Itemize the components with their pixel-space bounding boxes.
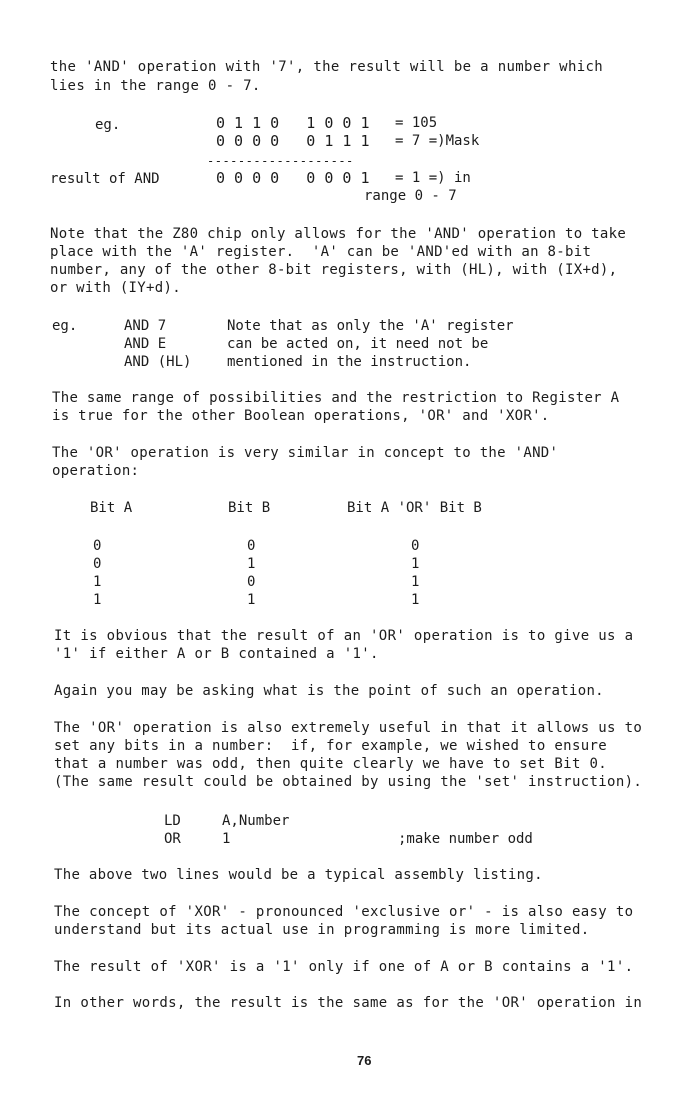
range-note: range 0 - 7 <box>364 188 457 204</box>
table-cell: 0 <box>93 538 102 554</box>
paragraph-line: The 'OR' operation is also extremely useful in that it allows us to <box>54 720 643 736</box>
table-cell: 0 <box>411 538 420 554</box>
table-header: Bit A 'OR' Bit B <box>347 500 482 516</box>
result-label: result of AND <box>50 171 160 187</box>
instruction-note: mentioned in the instruction. <box>227 354 472 370</box>
paragraph-line: The result of 'XOR' is a '1' only if one of A or B contains a '1'. <box>54 959 634 975</box>
page-number: 76 <box>357 1053 372 1068</box>
divider-line: ------------------- <box>207 154 354 168</box>
example-label: eg. <box>95 117 121 133</box>
paragraph-line: is true for the other Boolean operations, 'OR' and 'XOR'. <box>52 408 550 424</box>
binary-value: = 105 <box>395 115 438 131</box>
table-cell: 1 <box>411 592 420 608</box>
table-cell: 1 <box>247 592 256 608</box>
paragraph-line: '1' if either A or B contained a '1'. <box>54 646 379 662</box>
note-line: Note that the Z80 chip only allows for the 'AND' operation to take <box>50 226 627 242</box>
paragraph-line: Again you may be asking what is the point of such an operation. <box>54 683 604 699</box>
code-arg: 1 <box>222 831 231 847</box>
instruction-note: can be acted on, it need not be <box>227 336 489 352</box>
instruction: AND E <box>124 336 167 352</box>
binary-row: 0 1 1 0 1 0 0 1 <box>216 114 370 132</box>
note-line: number, any of the other 8-bit registers, with (HL), with (IX+d), <box>50 262 618 278</box>
binary-value: = 1 =) in <box>395 170 471 186</box>
paragraph-line: In other words, the result is the same as for the 'OR' operation in <box>54 995 643 1011</box>
binary-row: 0 0 0 0 0 1 1 1 <box>216 132 370 150</box>
paragraph-line: The above two lines would be a typical assembly listing. <box>54 867 543 883</box>
paragraph-line: set any bits in a number: if, for example, we wished to ensure <box>54 738 608 754</box>
example-label: eg. <box>52 318 78 334</box>
binary-row: 0 0 0 0 0 0 0 1 <box>216 169 370 187</box>
paragraph-line: It is obvious that the result of an 'OR' operation is to give us a <box>54 628 634 644</box>
paragraph-line: that a number was odd, then quite clearly we have to set Bit 0. <box>54 756 608 772</box>
note-line: or with (IY+d). <box>50 280 181 296</box>
table-cell: 1 <box>411 574 420 590</box>
intro-line: the 'AND' operation with '7', the result will be a number which <box>50 59 604 75</box>
code-comment: ;make number odd <box>398 831 533 847</box>
instruction-note: Note that as only the 'A' register <box>227 318 514 334</box>
table-cell: 1 <box>93 592 102 608</box>
table-cell: 1 <box>93 574 102 590</box>
table-header: Bit A <box>90 500 133 516</box>
table-cell: 0 <box>93 556 102 572</box>
table-cell: 1 <box>411 556 420 572</box>
intro-line: lies in the range 0 - 7. <box>50 78 261 94</box>
note-line: place with the 'A' register. 'A' can be 'AND'ed with an 8-bit <box>50 244 592 260</box>
paragraph-line: The 'OR' operation is very similar in concept to the 'AND' <box>52 445 559 461</box>
paragraph-line: The same range of possibilities and the restriction to Register A <box>52 390 620 406</box>
code-op: OR <box>164 831 181 847</box>
table-cell: 1 <box>247 556 256 572</box>
paragraph-line: The concept of 'XOR' - pronounced 'exclusive or' - is also easy to <box>54 904 634 920</box>
table-header: Bit B <box>228 500 271 516</box>
code-arg: A,Number <box>222 813 290 829</box>
table-cell: 0 <box>247 538 256 554</box>
instruction: AND (HL) <box>124 354 192 370</box>
table-cell: 0 <box>247 574 256 590</box>
paragraph-line: (The same result could be obtained by using the 'set' instruction). <box>54 774 643 790</box>
code-op: LD <box>164 813 181 829</box>
instruction: AND 7 <box>124 318 167 334</box>
binary-value: = 7 =)Mask <box>395 133 480 149</box>
paragraph-line: understand but its actual use in programming is more limited. <box>54 922 590 938</box>
paragraph-line: operation: <box>52 463 140 479</box>
